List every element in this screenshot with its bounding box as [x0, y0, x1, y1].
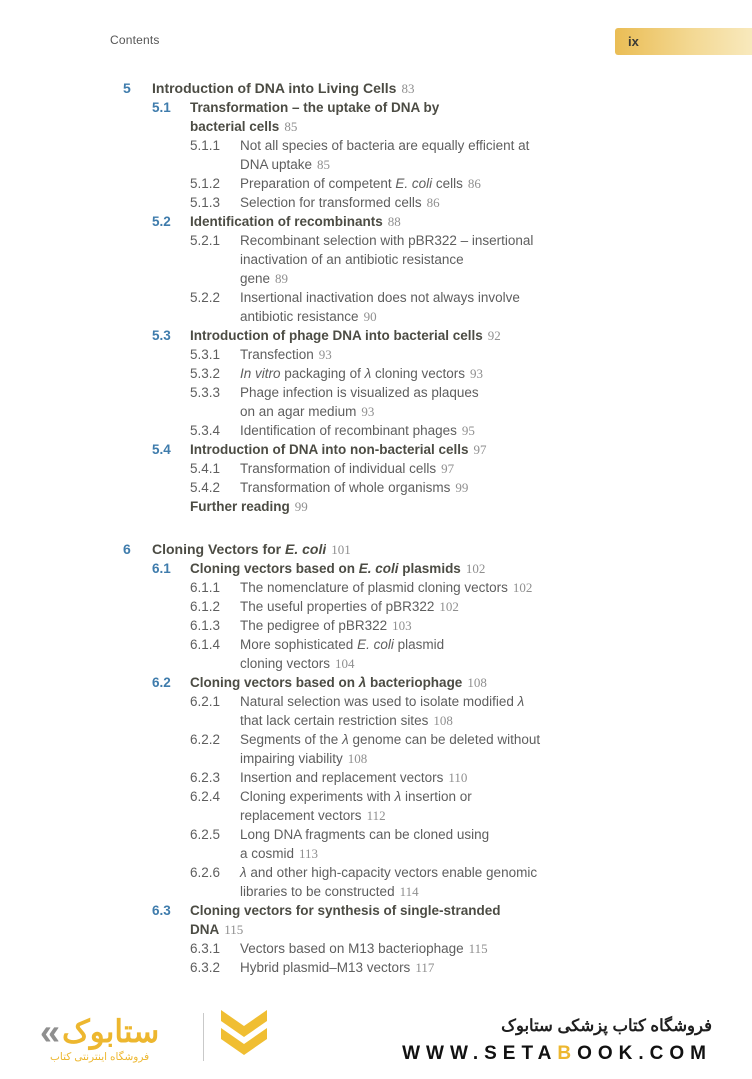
store-info: [402, 1015, 712, 1065]
toc-entry-title: Cloning experiments with λ insertion or replacement vectors 112: [240, 789, 472, 823]
toc-entry-title: Long DNA fragments can be cloned using a cosmid 113: [240, 827, 490, 861]
toc-entry-number: 5.1: [152, 100, 171, 115]
setabook-logo: [40, 1011, 160, 1063]
toc-entry: [190, 478, 716, 497]
page-number-badge: [615, 28, 752, 55]
toc-entry-page: 83: [396, 81, 414, 96]
toc-entry-title: The pedigree of pBR322 103: [240, 618, 412, 633]
toc-entry-page: 97: [436, 461, 454, 476]
toc-entry: [190, 730, 716, 768]
toc-entry-number: 5.4.2: [190, 480, 221, 495]
page-number-roman: ix: [628, 34, 639, 49]
toc-entry-page: 92: [483, 328, 501, 343]
toc-entry: [190, 616, 716, 635]
toc-entry: [190, 193, 716, 212]
toc-entry-page: 93: [465, 366, 483, 381]
website-prefix: WWW.SETA: [402, 1043, 558, 1064]
toc-entry-title: Transformation of whole organisms 99: [240, 480, 469, 495]
toc-entry-title: Cloning vectors based on E. coli plasmids 102: [190, 561, 486, 576]
toc-entry: [190, 787, 716, 825]
toc-entry-title: Identification of recombinants 88: [190, 214, 401, 229]
toc-entry: [190, 345, 716, 364]
toc-entry-number: 5.3.3: [190, 385, 221, 400]
toc-entry: [152, 901, 716, 939]
toc-entry: [152, 326, 716, 345]
toc-entry-page: 95: [457, 423, 475, 438]
toc-entry-page: 110: [443, 770, 467, 785]
toc-entry-page: 117: [410, 960, 434, 975]
toc-entry-title: The useful properties of pBR322 102: [240, 599, 459, 614]
toc-entry-number: 6.2: [152, 675, 171, 690]
website-suffix: OOK.COM: [577, 1043, 712, 1064]
toc-entry-page: 89: [270, 271, 288, 286]
toc-entry-number: 6.2.4: [190, 789, 221, 804]
store-website: [402, 1043, 712, 1065]
footer-divider: [203, 1013, 204, 1061]
toc-entry-title: Cloning Vectors for E. coli 101: [152, 541, 351, 557]
toc-entry-title: Cloning vectors based on λ bacteriophage 108: [190, 675, 487, 690]
toc-entry-title: Insertional inactivation does not always involve antibiotic resistance 90: [240, 290, 520, 324]
toc-entry-number: 5.3.4: [190, 423, 221, 438]
toc-entry-title: Introduction of phage DNA into bacterial cells 92: [190, 328, 501, 343]
toc-entry-number: 6.1: [152, 561, 171, 576]
toc-entry: [190, 692, 716, 730]
toc-entry-page: 114: [395, 884, 419, 899]
toc-entry-number: 5.2: [152, 214, 171, 229]
double-chevron-icon: «: [40, 1011, 61, 1052]
toc-entry: [190, 635, 716, 673]
toc-entry-title: Insertion and replacement vectors 110: [240, 770, 468, 785]
toc-entry-title: Introduction of DNA into Living Cells 83: [152, 80, 415, 96]
website-accent-letter: B: [557, 1043, 578, 1064]
toc-entry-page: 104: [330, 656, 355, 671]
toc-entry: [190, 863, 716, 901]
toc-entry-page: 112: [362, 808, 386, 823]
contents-running-header: Contents: [110, 33, 160, 47]
toc-entry-title: Vectors based on M13 bacteriophage 115: [240, 941, 488, 956]
toc-entry-title: Preparation of competent E. coli cells 86: [240, 176, 481, 191]
toc-entry-number: 6: [123, 541, 131, 557]
toc-entry-page: 102: [434, 599, 459, 614]
toc-entry: [190, 597, 716, 616]
toc-entry-page: 115: [219, 922, 243, 937]
toc-entry: [190, 364, 716, 383]
toc-entry-title: Transformation of individual cells 97: [240, 461, 455, 476]
toc-entry-number: 6.2.3: [190, 770, 221, 785]
toc-entry-page: 115: [464, 941, 488, 956]
toc-entry-page: 85: [279, 119, 297, 134]
toc-entry-number: 6.2.1: [190, 694, 221, 709]
toc-entry-page: 97: [469, 442, 487, 457]
toc-entry-title: Further reading 99: [190, 499, 308, 514]
toc-entry-page: 102: [461, 561, 486, 576]
toc-entry-number: 5.4.1: [190, 461, 221, 476]
toc-entry: [190, 497, 716, 516]
toc-entry-page: 103: [387, 618, 412, 633]
toc-entry-page: 86: [422, 195, 440, 210]
setabook-logo-subtitle: فروشگاه اینترنتی کتاب: [50, 1051, 150, 1063]
toc-entry-title: Recombinant selection with pBR322 – insertional inactivation of an antibiotic resistance gene 89: [240, 233, 534, 286]
toc-entry-number: 5.1.1: [190, 138, 221, 153]
toc-entry-page: 102: [508, 580, 533, 595]
toc-entry-number: 6.1.3: [190, 618, 221, 633]
toc-entry-title: Phage infection is visualized as plaques on an agar medium 93: [240, 385, 479, 419]
toc-entry: [190, 578, 716, 597]
toc-entry: [190, 288, 716, 326]
toc-entry-title: Identification of recombinant phages 95: [240, 423, 475, 438]
toc-entry-title: Transformation – the uptake of DNA by bacterial cells 85: [190, 100, 440, 134]
toc-entry: [152, 673, 716, 692]
toc-entry: [190, 768, 716, 787]
toc-entry-number: 5.2.2: [190, 290, 221, 305]
toc-entry: [152, 559, 716, 578]
toc-entry: [190, 174, 716, 193]
table-of-contents: [123, 79, 716, 977]
toc-entry-title: Segments of the λ genome can be deleted without impairing viability 108: [240, 732, 541, 766]
toc-entry: [123, 540, 716, 559]
toc-entry-number: 5.3.1: [190, 347, 221, 362]
toc-entry-page: 108: [428, 713, 453, 728]
toc-entry: [152, 212, 716, 231]
toc-entry-page: 93: [356, 404, 374, 419]
toc-entry-number: 6.1.4: [190, 637, 221, 652]
toc-entry-number: 5.3: [152, 328, 171, 343]
toc-entry-number: 6.1.1: [190, 580, 221, 595]
toc-entry: [152, 440, 716, 459]
toc-entry-page: 86: [463, 176, 481, 191]
toc-entry: [190, 136, 716, 174]
toc-entry: [123, 79, 716, 98]
gold-chevron-emblem-icon: [218, 1006, 270, 1063]
toc-entry-number: 6.1.2: [190, 599, 221, 614]
toc-entry-title: Cloning vectors for synthesis of single-stranded DNA 115: [190, 903, 501, 937]
toc-entry-number: 5.1.2: [190, 176, 221, 191]
toc-entry-page: 113: [294, 846, 318, 861]
toc-entry: [190, 939, 716, 958]
toc-entry-title: Not all species of bacteria are equally efficient at DNA uptake 85: [240, 138, 530, 172]
toc-entry-number: 6.2.5: [190, 827, 221, 842]
toc-entry-page: 93: [314, 347, 332, 362]
watermark-footer: [0, 999, 752, 1079]
toc-entry: [190, 958, 716, 977]
toc-entry: [152, 98, 716, 136]
toc-entry-number: 6.3.1: [190, 941, 221, 956]
toc-entry-page: 99: [450, 480, 468, 495]
toc-entry-page: 108: [343, 751, 368, 766]
toc-entry: [190, 421, 716, 440]
toc-entry-number: 6.2.6: [190, 865, 221, 880]
store-title: فروشگاه کتاب پزشکی ستابوک: [501, 1017, 712, 1035]
setabook-logo-word: ستابوک: [62, 1014, 160, 1049]
toc-entry-page: 108: [462, 675, 487, 690]
toc-entry-number: 6.2.2: [190, 732, 221, 747]
toc-entry: [190, 383, 716, 421]
toc-entry-page: 90: [359, 309, 377, 324]
toc-entry-page: 85: [312, 157, 330, 172]
toc-entry-title: Natural selection was used to isolate modified λ that lack certain restriction sites 108: [240, 694, 525, 728]
toc-entry-page: 99: [290, 499, 308, 514]
toc-entry-title: Selection for transformed cells 86: [240, 195, 440, 210]
toc-entry: [190, 459, 716, 478]
toc-entry-number: 5: [123, 80, 131, 96]
toc-entry-page: 88: [383, 214, 401, 229]
toc-entry-title: λ and other high-capacity vectors enable genomic libraries to be constructed 114: [240, 865, 538, 899]
toc-entry-number: 5.1.3: [190, 195, 221, 210]
toc-entry-page: 101: [326, 542, 351, 557]
toc-entry-number: 5.3.2: [190, 366, 221, 381]
toc-entry: [190, 231, 716, 288]
toc-entry-title: Transfection 93: [240, 347, 332, 362]
toc-entry-title: Hybrid plasmid–M13 vectors 117: [240, 960, 435, 975]
toc-entry-number: 6.3: [152, 903, 171, 918]
toc-entry-number: 6.3.2: [190, 960, 221, 975]
toc-entry-title: In vitro packaging of λ cloning vectors 93: [240, 366, 484, 381]
toc-entry-title: More sophisticated E. coli plasmid cloning vectors 104: [240, 637, 445, 671]
toc-entry-title: Introduction of DNA into non-bacterial cells 97: [190, 442, 487, 457]
toc-entry-number: 5.2.1: [190, 233, 221, 248]
toc-entry: [190, 825, 716, 863]
toc-entry-title: The nomenclature of plasmid cloning vectors 102: [240, 580, 533, 595]
toc-entry-number: 5.4: [152, 442, 171, 457]
setabook-logo-line: [40, 1011, 160, 1052]
